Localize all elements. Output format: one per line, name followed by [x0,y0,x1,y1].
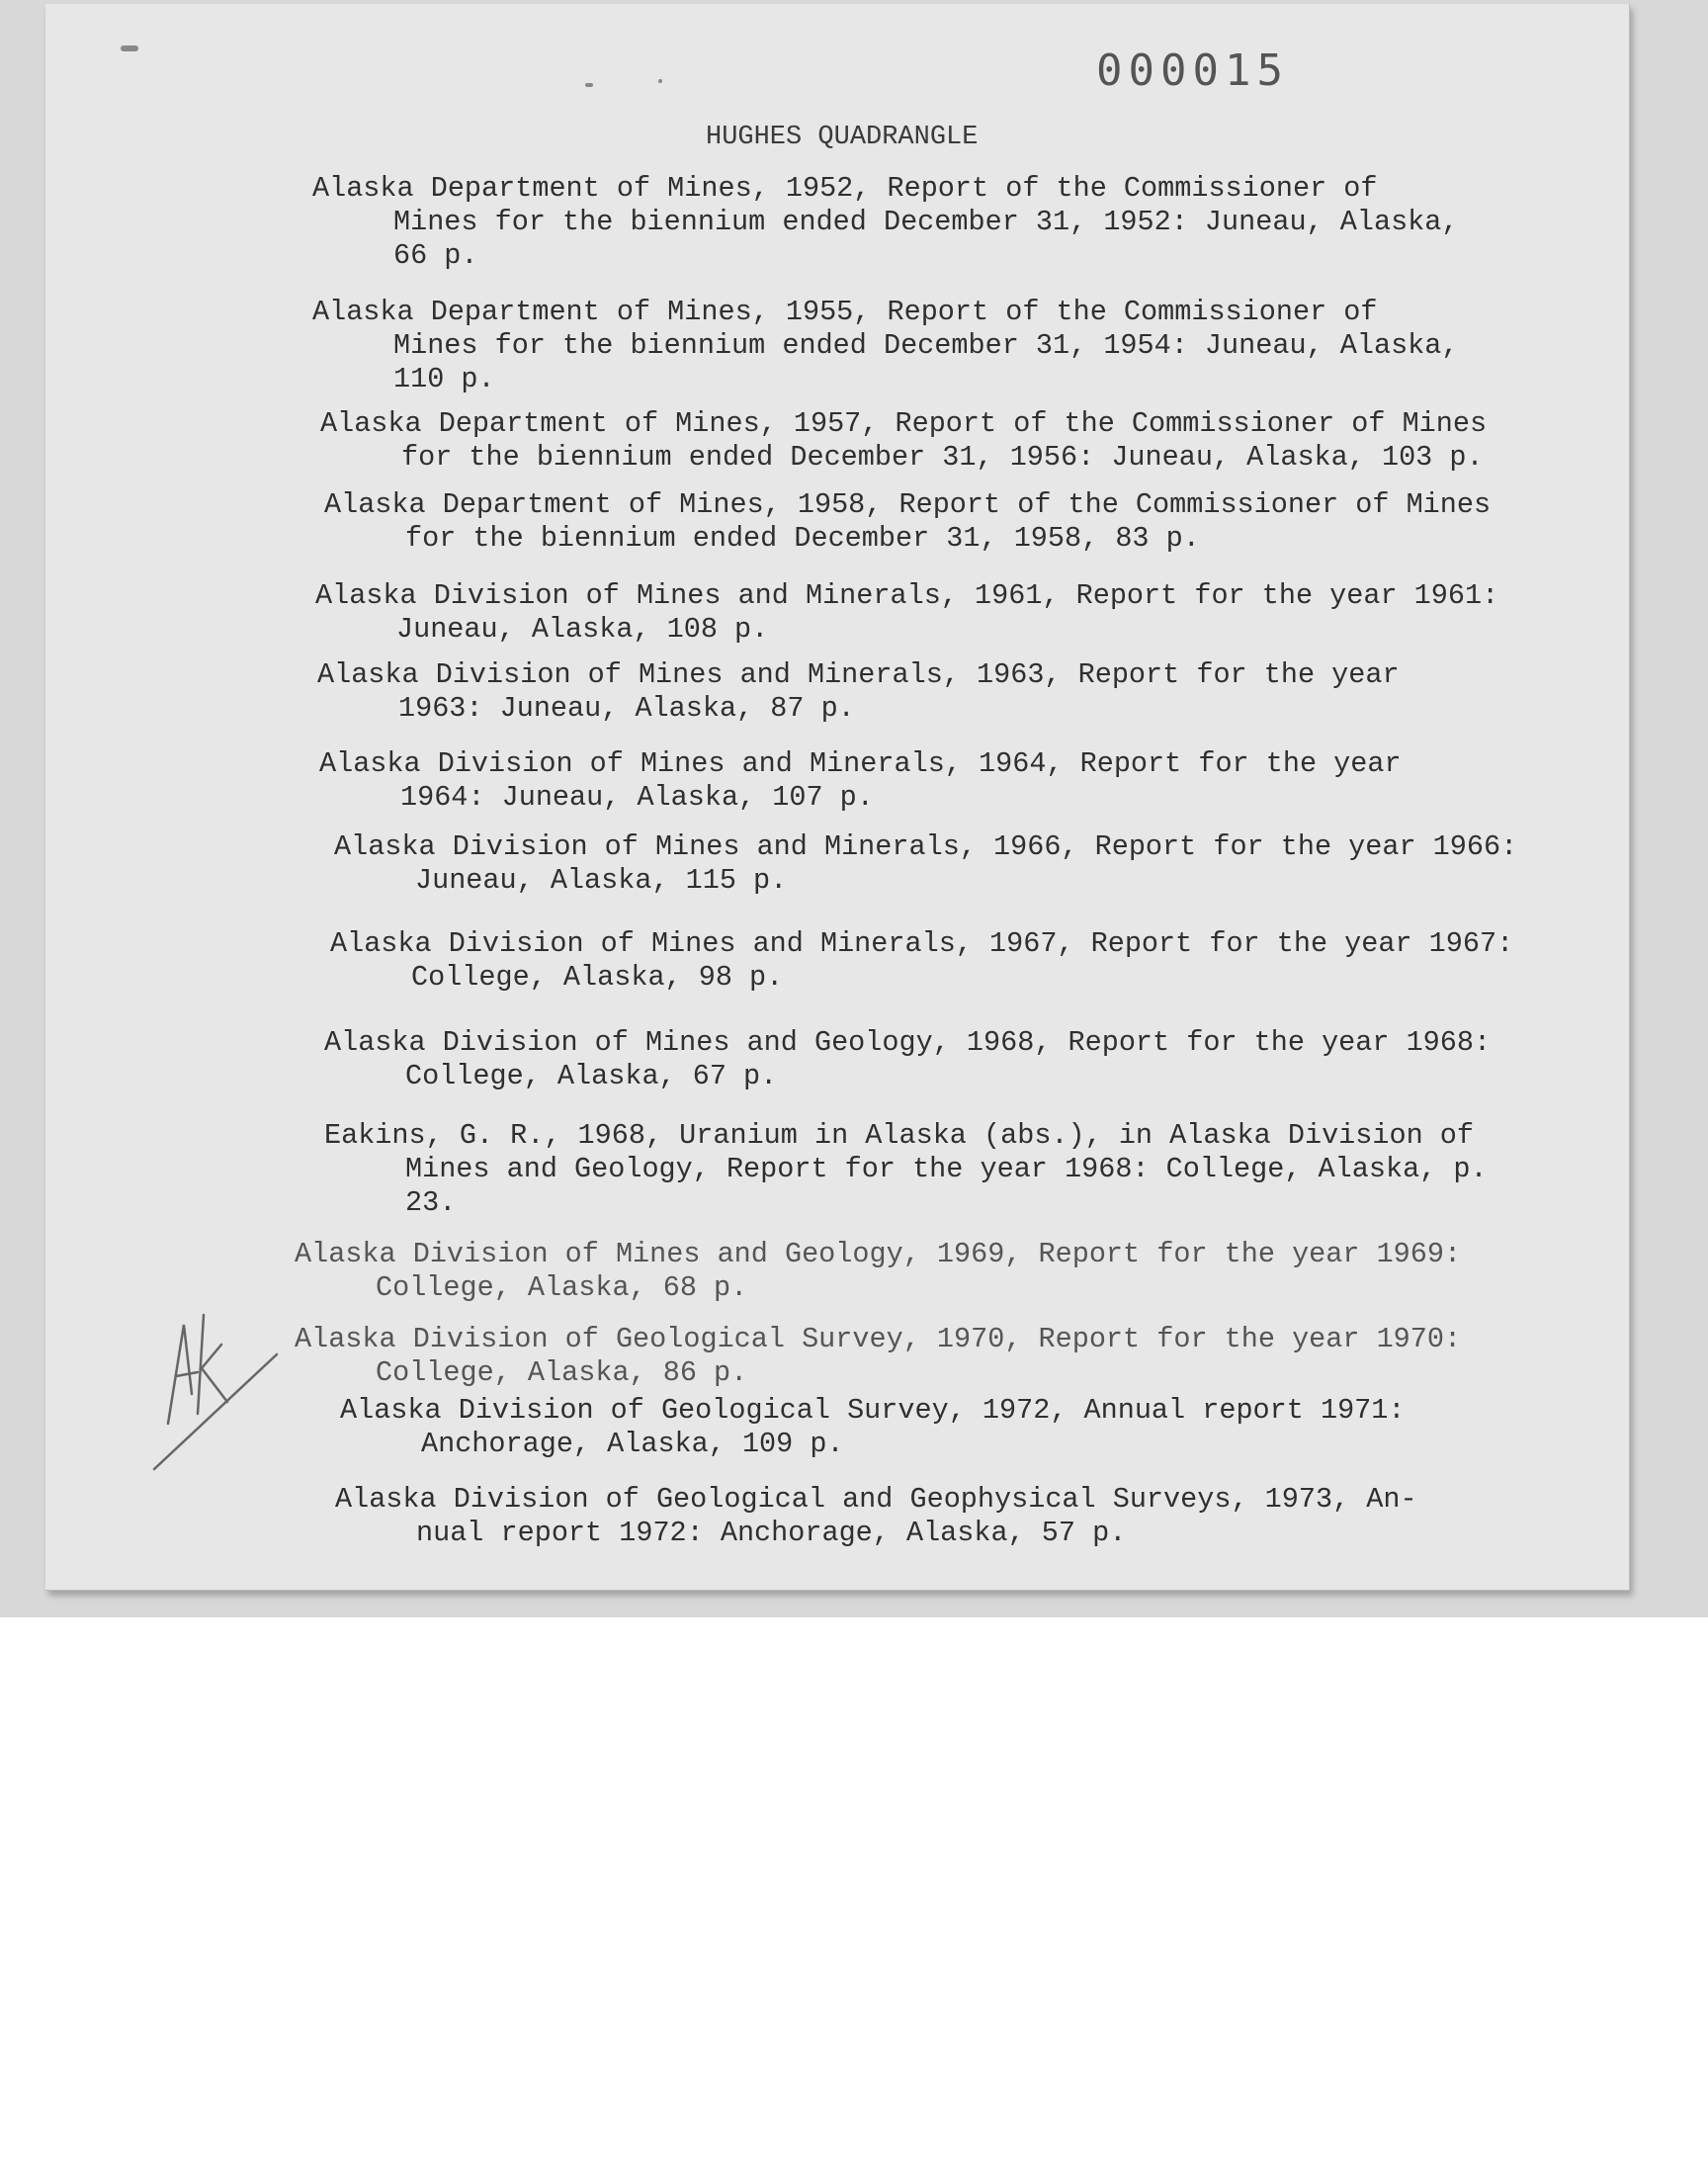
reference-line: 66 p. [393,239,478,272]
reference-entry [324,488,1491,556]
reference-line: College, Alaska, 98 p. [411,961,784,994]
reference-entry [335,1483,1417,1550]
reference-line: Mines for the biennium ended December 31, 1952: Juneau, Alaska, [393,206,1459,238]
reference-entry [324,1026,1491,1093]
page-number-stamp: 000015 [1096,45,1289,96]
reference-line: College, Alaska, 68 p. [376,1271,748,1304]
reference-entry [334,830,1517,898]
reference-line: Anchorage, Alaska, 109 p. [421,1428,844,1460]
reference-line: Alaska Division of Geological and Geophysical Surveys, 1973, An- [335,1483,1417,1516]
reference-entry [320,407,1487,475]
reference-line: Alaska Department of Mines, 1952, Report of the Commissioner of [312,172,1378,205]
reference-line: College, Alaska, 67 p. [405,1060,778,1092]
reference-line: Alaska Division of Mines and Minerals, 1966, Report for the year 1966: [334,830,1518,863]
reference-entry [312,172,1458,273]
reference-line: Alaska Division of Mines and Geology, 1968, Report for the year 1968: [324,1026,1492,1059]
reference-line: Alaska Division of Geological Survey, 1970, Report for the year 1970: [295,1323,1462,1355]
reference-line: 110 p. [393,363,495,395]
ink-smudge [121,45,138,51]
reference-line: Juneau, Alaska, 108 p. [396,613,769,646]
reference-line: for the biennium ended December 31, 1956: Juneau, Alaska, 103 p. [401,441,1484,474]
reference-line: 1964: Juneau, Alaska, 107 p. [400,781,874,814]
reference-line: Alaska Department of Mines, 1957, Report of the Commissioner of Mines [320,407,1488,440]
reference-entry [315,579,1498,647]
reference-line: Eakins, G. R., 1968, Uranium in Alaska (abs.), in Alaska Division of [324,1119,1474,1152]
reference-line: Juneau, Alaska, 115 p. [415,864,788,897]
reference-line: 23. [405,1186,457,1219]
reference-line: Alaska Department of Mines, 1955, Report of the Commissioner of [312,296,1378,328]
reference-entry [330,927,1513,995]
reference-line: Alaska Division of Geological Survey, 1972, Annual report 1971: [340,1394,1406,1427]
reference-line: nual report 1972: Anchorage, Alaska, 57 p. [416,1517,1127,1549]
ink-smudge [585,83,593,87]
reference-entry [312,296,1458,396]
reference-line: for the biennium ended December 31, 1958, 83 p. [405,522,1200,555]
handwritten-ak-mark [148,1285,287,1483]
reference-line: Alaska Division of Mines and Minerals, 1963, Report for the year [317,658,1400,691]
reference-line: Mines for the biennium ended December 31, 1954: Juneau, Alaska, [393,329,1459,362]
ink-smudge [658,79,662,83]
reference-line: 1963: Juneau, Alaska, 87 p. [398,692,855,725]
reference-entry [295,1238,1461,1305]
reference-entry [324,1119,1488,1220]
reference-entry [295,1323,1461,1390]
reference-line: Alaska Division of Mines and Geology, 1969, Report for the year 1969: [295,1238,1462,1270]
reference-line: College, Alaska, 86 p. [376,1356,748,1389]
reference-entry [317,658,1400,726]
page-title: HUGHES QUADRANGLE [706,123,979,152]
reference-entry [340,1394,1405,1461]
reference-line: Alaska Division of Mines and Minerals, 1964, Report for the year [319,747,1402,780]
reference-line: Alaska Division of Mines and Minerals, 1967, Report for the year 1967: [330,927,1514,960]
reference-line: Alaska Division of Mines and Minerals, 1961, Report for the year 1961: [315,579,1499,612]
reference-line: Mines and Geology, Report for the year 1968: College, Alaska, p. [405,1153,1488,1185]
reference-line: Alaska Department of Mines, 1958, Report of the Commissioner of Mines [324,488,1492,521]
reference-entry [319,747,1402,815]
